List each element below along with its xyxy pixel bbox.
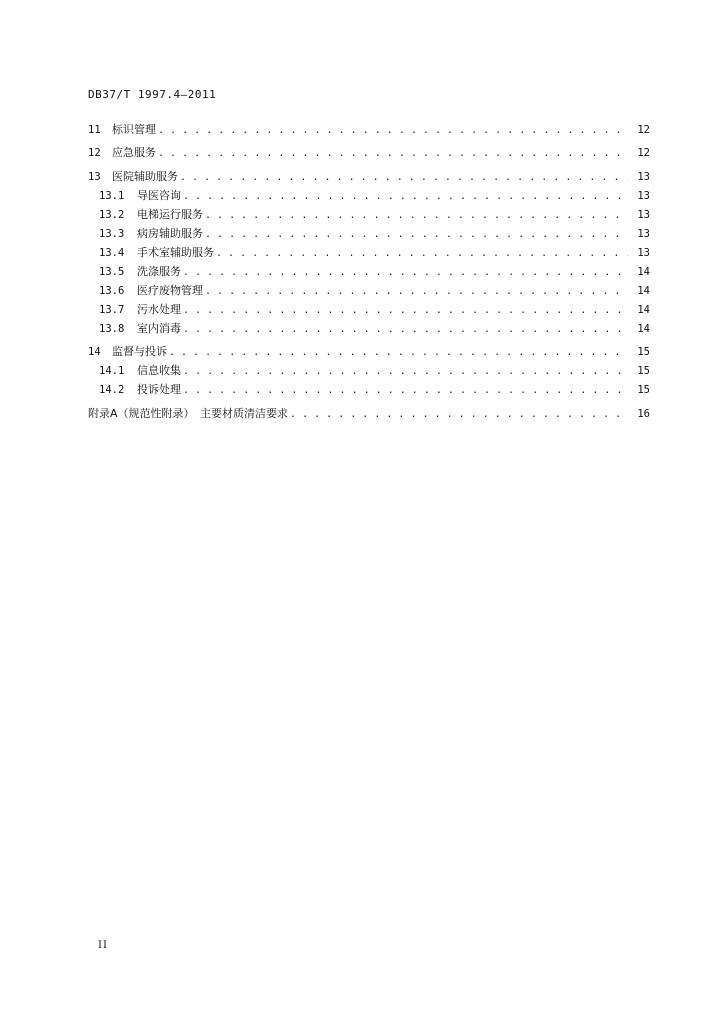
toc-number: 11 <box>88 123 101 136</box>
toc-leader <box>183 191 628 202</box>
toc-leader <box>183 366 628 377</box>
document-header: DB37/T 1997.4—2011 <box>88 88 217 101</box>
toc-number: 13.1 <box>99 189 125 202</box>
toc-page: 14 <box>637 322 650 335</box>
toc-entry-12[interactable] <box>88 144 650 163</box>
toc-title: 污水处理 <box>137 302 181 316</box>
toc-page: 14 <box>637 265 650 278</box>
toc-entry-13-3[interactable] <box>88 225 650 244</box>
toc-page: 13 <box>637 189 650 202</box>
toc-title: 医院辅助服务 <box>112 169 178 183</box>
toc-page: 15 <box>637 365 650 377</box>
toc-page: 12 <box>637 123 650 136</box>
toc-title: 标识管理 <box>112 122 156 136</box>
table-of-contents <box>88 116 650 424</box>
toc-page: 14 <box>637 284 650 297</box>
toc-number: 14.2 <box>99 384 125 396</box>
toc-entry-13-8[interactable] <box>88 320 650 339</box>
toc-entry-13-1[interactable] <box>88 187 650 206</box>
toc-page: 13 <box>637 208 650 221</box>
toc-title: 电梯运行服务 <box>137 207 203 221</box>
toc-entry-13-4[interactable] <box>88 244 650 263</box>
toc-title: 病房辅助服务 <box>137 226 203 240</box>
toc-leader <box>205 229 628 240</box>
toc-leader <box>205 286 628 297</box>
toc-leader <box>183 324 628 335</box>
toc-entry-13[interactable] <box>88 168 650 187</box>
toc-page: 16 <box>637 407 650 420</box>
toc-page: 15 <box>637 346 650 358</box>
toc-number: 12 <box>88 147 101 159</box>
toc-entry-13-6[interactable] <box>88 282 650 301</box>
toc-entry-13-7[interactable] <box>88 301 650 320</box>
toc-number: 13.3 <box>99 227 125 240</box>
toc-title: 室内消毒 <box>137 321 181 335</box>
toc-title: 手术室辅助服务 <box>137 245 214 259</box>
toc-page: 14 <box>637 303 650 316</box>
toc-leader <box>180 172 628 183</box>
toc-leader <box>205 210 628 221</box>
toc-number: 13.8 <box>99 322 125 335</box>
toc-number: 13.6 <box>99 284 125 297</box>
toc-number: 14.1 <box>99 365 125 377</box>
toc-leader <box>158 125 628 136</box>
toc-title: 应急服务 <box>112 146 156 159</box>
toc-leader <box>183 305 628 316</box>
toc-entry-appendix-a[interactable] <box>88 405 650 424</box>
toc-number: 13.4 <box>99 246 125 259</box>
toc-title: 投诉处理 <box>137 383 181 396</box>
toc-entry-11[interactable] <box>88 121 650 140</box>
toc-number: 13.2 <box>99 208 125 221</box>
toc-page: 13 <box>637 246 650 259</box>
toc-leader <box>183 385 628 396</box>
toc-number: 13.5 <box>99 265 125 278</box>
toc-entry-14[interactable] <box>88 343 650 362</box>
toc-title: 信息收集 <box>137 364 181 377</box>
toc-number: 13.7 <box>99 303 125 316</box>
toc-leader <box>158 148 628 159</box>
toc-page: 15 <box>637 384 650 396</box>
page-number: II <box>98 940 108 951</box>
toc-page: 13 <box>637 170 650 183</box>
toc-leader <box>290 409 628 420</box>
toc-entry-14-2[interactable] <box>88 381 650 400</box>
toc-page: 12 <box>637 147 650 159</box>
toc-number: 13 <box>88 170 101 183</box>
toc-leader <box>216 248 628 259</box>
toc-title: 监督与投诉 <box>112 345 167 358</box>
toc-title: 医疗废物管理 <box>137 283 203 297</box>
toc-entry-14-1[interactable] <box>88 362 650 381</box>
toc-leader <box>183 267 628 278</box>
toc-entry-13-2[interactable] <box>88 206 650 225</box>
toc-title: 洗涤服务 <box>137 264 181 278</box>
toc-title: 附录A（规范性附录） 主要材质清洁要求 <box>88 406 289 420</box>
toc-entry-13-5[interactable] <box>88 263 650 282</box>
toc-number: 14 <box>88 346 101 358</box>
toc-page: 13 <box>637 227 650 240</box>
toc-leader <box>169 347 628 358</box>
toc-title: 导医咨询 <box>137 188 181 202</box>
